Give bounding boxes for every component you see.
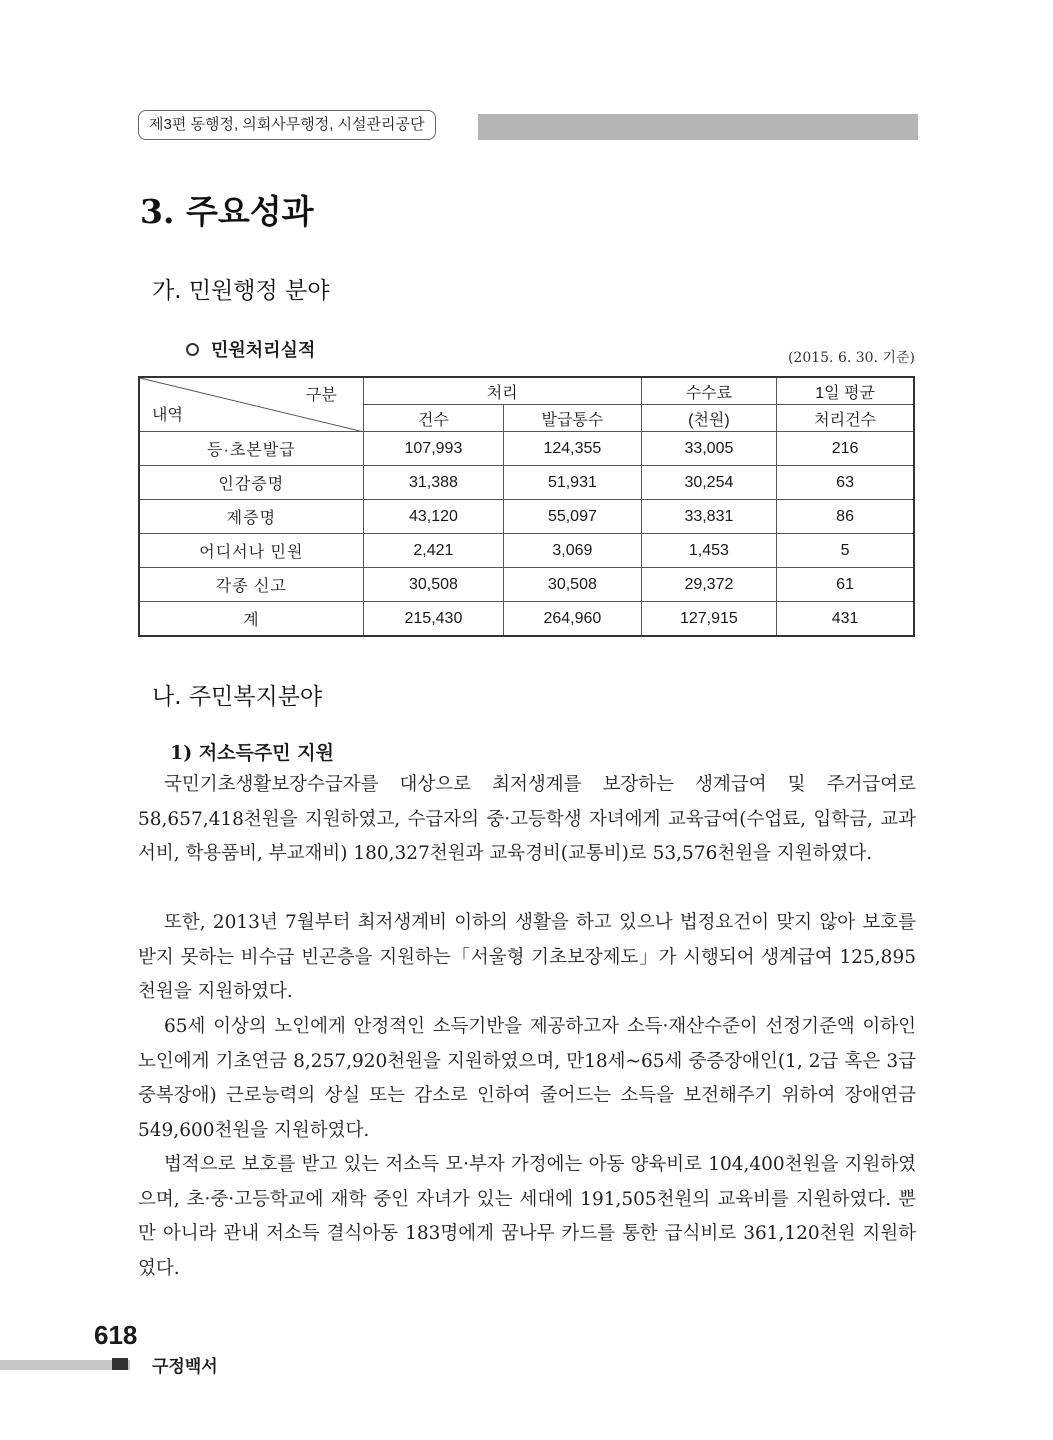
row-label: 계: [139, 602, 363, 637]
cell-issued: 55,097: [504, 500, 642, 534]
civil-affairs-table: [138, 376, 915, 637]
cell-count: 215,430: [363, 602, 503, 637]
row-label: 등·초본발급: [139, 432, 363, 466]
corner-header-cell: [139, 377, 363, 432]
header-daily-line2: 처리건수: [777, 405, 914, 432]
row-label: 인감증명: [139, 466, 363, 500]
table-row: [139, 568, 914, 602]
table-row: [139, 534, 914, 568]
cell-daily: 5: [777, 534, 914, 568]
table-row: [139, 500, 914, 534]
cell-daily: 63: [777, 466, 914, 500]
cell-issued: 124,355: [504, 432, 642, 466]
paragraph: 법적으로 보호를 받고 있는 저소득 모·부자 가정에는 아동 양육비로 104,400천원을 지원하였으며, 초·중·고등학교에 재학 중인 자녀가 있는 세대에 191,505천원의 교육비를 지원하였다. 뿐만 아니라 관내 저소득 결식아동 183명에게 꿈나무 카드를 통한 급식비로 361,120천원 지원하였다.: [138, 1154, 916, 1279]
cell-count: 2,421: [363, 534, 503, 568]
cell-fee: 33,831: [641, 500, 777, 534]
header-count: 건수: [363, 405, 503, 432]
cell-issued: 264,960: [504, 602, 642, 637]
footer-square-icon: [112, 1358, 128, 1370]
cell-count: 30,508: [363, 568, 503, 602]
cell-fee: 29,372: [641, 568, 777, 602]
cell-daily: 61: [777, 568, 914, 602]
chapter-header: [138, 110, 918, 140]
row-label: 각종 신고: [139, 568, 363, 602]
header-fee-line2: (천원): [641, 405, 777, 432]
footer-stripe: [0, 1360, 130, 1370]
cell-issued: 3,069: [504, 534, 642, 568]
header-fee-line1: 수수료: [641, 377, 777, 405]
section-title: 3. 주요성과: [140, 192, 314, 231]
cell-issued: 51,931: [504, 466, 642, 500]
cell-count: 107,993: [363, 432, 503, 466]
paragraph-title: 1) 저소득주민 지원: [170, 742, 334, 764]
circle-bullet-icon: [186, 343, 199, 356]
cell-fee: 1,453: [641, 534, 777, 568]
cell-fee: 127,915: [641, 602, 777, 637]
paragraph: 또한, 2013년 7월부터 최저생계비 이하의 생활을 하고 있으나 법정요건이 맞지 않아 보호를 받지 못하는 비수급 빈곤층을 지원하는「서울형 기초보장제도」가 시행되어 생계급여 125,895천원을 지원하였다.: [138, 912, 916, 1002]
paragraph: 65세 이상의 노인에게 안정적인 소득기반을 제공하고자 소득·재산수준이 선정기준액 이하인 노인에게 기초연금 8,257,920천원을 지원하였으며, 만18세~65세 중증장애인(1, 2급 혹은 3급 중복장애) 근로능력의 상실 또는 감소로 인하여 줄어드는 소득을 보전해주기 위하여 장애연금 549,600천원을 지원하였다.: [138, 1016, 916, 1141]
table-row: [139, 432, 914, 466]
subsection-title-a: 가. 민원행정 분야: [152, 278, 330, 304]
header-stripe: [478, 114, 918, 140]
cell-issued: 30,508: [504, 568, 642, 602]
cell-fee: 30,254: [641, 466, 777, 500]
row-label: 어디서나 민원: [139, 534, 363, 568]
header-daily-line1: 1일 평균: [777, 377, 914, 405]
table-title-text: 민원처리실적: [211, 340, 316, 360]
table-header-row: [139, 377, 914, 405]
cell-daily: 86: [777, 500, 914, 534]
cell-daily: 431: [777, 602, 914, 637]
book-title: 구정백서: [152, 1357, 218, 1376]
chapter-label: 제3편 동행정, 의회사무행정, 시설관리공단: [138, 110, 436, 140]
cell-count: 43,120: [363, 500, 503, 534]
table-title: [186, 336, 315, 362]
corner-bottom-label: 내역: [152, 407, 183, 424]
cell-fee: 33,005: [641, 432, 777, 466]
header-cheori: 처리: [363, 377, 641, 405]
table-row: [139, 466, 914, 500]
subsection-title-b: 나. 주민복지분야: [152, 684, 323, 710]
cell-count: 31,388: [363, 466, 503, 500]
corner-top-label: 구분: [305, 387, 337, 404]
date-note: (2015. 6. 30. 기준): [787, 350, 915, 366]
header-issued: 발급통수: [504, 405, 642, 432]
table-total-row: [139, 602, 914, 637]
row-label: 제증명: [139, 500, 363, 534]
page-number: 618: [94, 1320, 138, 1350]
cell-daily: 216: [777, 432, 914, 466]
paragraph: 국민기초생활보장수급자를 대상으로 최저생계를 보장하는 생계급여 및 주거급여로 58,657,418천원을 지원하였고, 수급자의 중·고등학생 자녀에게 교육급여(수업료, 입학금, 교과서비, 학용품비, 부교재비) 180,327천원과 교육경비(교통비)로 53,576천원을 지원하였다.: [138, 774, 916, 864]
